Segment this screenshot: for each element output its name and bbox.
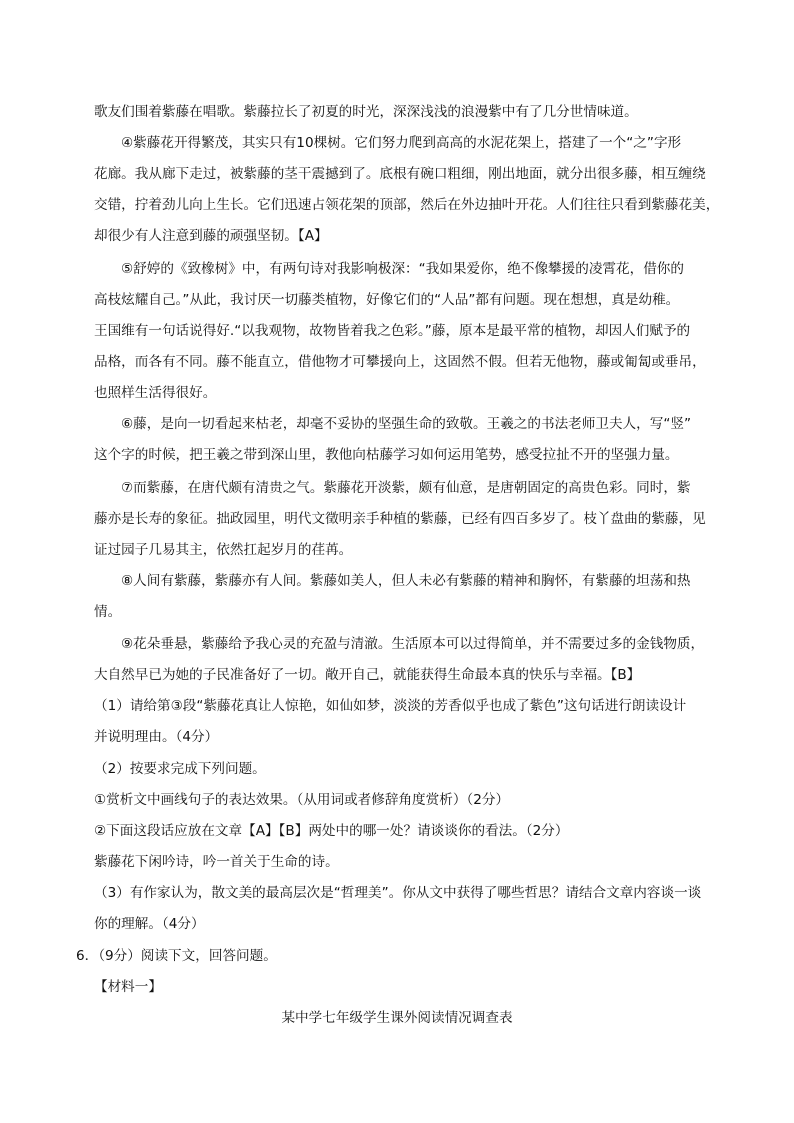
question-2-part-1: ①赏析文中画线句子的表达效果。（从用词或者修辞角度赏析）（2分） bbox=[94, 792, 510, 808]
paragraph-line: 交错，拧着劲儿向上生长。它们迅速占领花架的顶部，然后在外边抽叶开花。人们往往只看到紫藤花美， bbox=[94, 197, 720, 213]
question-3: （3）有作家认为，散文美的最高层次是“哲理美”。你从文中获得了哪些哲思？请结合文章内容谈一谈 bbox=[94, 885, 702, 901]
paragraph-9-start: ⑨花朵垂悬，紫藤给予我心灵的充盈与清澈。生活原本可以过得简单，并不需要过多的金钱物质， bbox=[121, 636, 705, 652]
paragraph-7-start: ⑦而紫藤，在唐代颇有清贵之气。紫藤花开淡紫，颇有仙意，是唐朝固定的高贵色彩。同时，紫 bbox=[121, 480, 691, 496]
question-1-cont: 并说明理由。（4分） bbox=[94, 729, 219, 745]
paragraph-line: 王国维有一句话说得好.“以我观物，故物皆着我之色彩。”藤，原本是最平常的植物，却因人们赋予的 bbox=[94, 323, 691, 339]
question-1: （1）请给第③段“紫藤花真让人惊艳，如仙如梦，淡淡的芳香似乎也成了紫色”这句话进行朗读设计 bbox=[94, 698, 687, 714]
survey-table-title: 某中学七年级学生课外阅读情况调查表 bbox=[281, 1010, 513, 1026]
paragraph-line: 品格，而各有不同。藤不能直立，借他物才可攀援向上，这固然不假。但若无他物，藤或匍匐或垂吊， bbox=[94, 354, 706, 370]
question-6-heading: 6．（9分）阅读下文，回答问题。 bbox=[76, 948, 277, 964]
paragraph-line: 却很少有人注意到藤的顽强坚韧。【A】 bbox=[94, 228, 328, 244]
paragraph-5-start: ⑤舒婷的《致橡树》中，有两句诗对我影响极深：“我如果爱你，绝不像攀援的凌霄花，借你的 bbox=[121, 261, 684, 277]
question-3-cont: 你的理解。（4分） bbox=[94, 916, 205, 932]
paragraph-line: 歌友们围着紫藤在唱歌。紫藤拉长了初夏的时光，深深浅浅的浪漫紫中有了几分世情味道。 bbox=[94, 104, 638, 120]
paragraph-line: 藤亦是长寿的象征。拙政园里，明代文徵明亲手种植的紫藤，已经有四百多岁了。枝丫盘曲的紫藤，见 bbox=[94, 511, 706, 527]
paragraph-line: 这个字的时候，把王羲之带到深山里，教他向枯藤学习如何运用笔势，感受拉扯不开的坚强力量。 bbox=[94, 447, 679, 463]
paragraph-line: 大自然早已为她的子民准备好了一切。敞开自己，就能获得生命最本真的快乐与幸福。【B】 bbox=[94, 667, 641, 683]
paragraph-8-start: ⑧人间有紫藤，紫藤亦有人间。紫藤如美人，但人未必有紫藤的精神和胸怀，有紫藤的坦荡和热 bbox=[121, 573, 691, 589]
paragraph-line: 证过园子几易其主，依然扛起岁月的荏苒。 bbox=[94, 542, 353, 558]
question-2: （2）按要求完成下列问题。 bbox=[94, 761, 266, 777]
question-2-part-2: ②下面这段话应放在文章【A】【B】两处中的哪一处？请谈谈你的看法。（2分） bbox=[94, 823, 569, 839]
paragraph-line: 情。 bbox=[94, 604, 122, 620]
paragraph-line: 也照样生活得很好。 bbox=[94, 385, 217, 401]
quoted-sentence: 紫藤花下闲吟诗，吟一首关于生命的诗。 bbox=[94, 854, 339, 870]
material-one-label: 【材料一】 bbox=[94, 979, 162, 995]
paragraph-4-start: ④紫藤花开得繁茂，其实只有10棵树。它们努力爬到高高的水泥花架上，搭建了一个“之”字形 bbox=[121, 135, 682, 151]
paragraph-line: 花廊。我从廊下走过，被紫藤的茎干震撼到了。底根有碗口粗细，刚出地面，就分出很多藤，相互缠绕 bbox=[94, 166, 706, 182]
paragraph-6-start: ⑥藤，是向一切看起来枯老，却毫不妥协的坚强生命的致敬。王羲之的书法老师卫夫人，写“竖” bbox=[121, 416, 692, 432]
paragraph-line: 高枝炫耀自己。”从此，我讨厌一切藤类植物，好像它们的“人品”都有问题。现在想想，真是幼稚。 bbox=[94, 292, 680, 308]
